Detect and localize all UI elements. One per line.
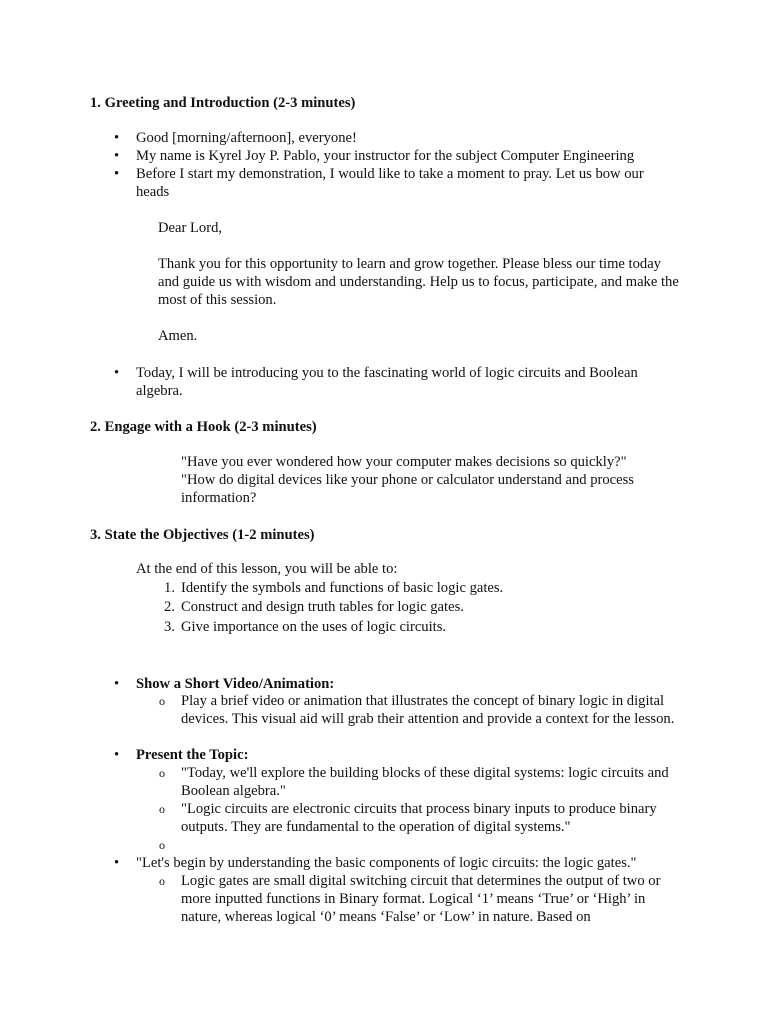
topic-point-2: "Logic circuits are electronic circuits that process binary inputs to produce binary outputs. They are fundamental to the operation of digital systems." bbox=[181, 801, 657, 835]
video-description: Play a brief video or animation that illustrates the concept of binary logic in digital devices. This visual aid will grab their attention and provide a context for the lesson. bbox=[181, 693, 675, 727]
section-heading-objectives: 3. State the Objectives (1-2 minutes) bbox=[90, 527, 315, 543]
section-heading-hook: 2. Engage with a Hook (2-3 minutes) bbox=[90, 419, 317, 435]
objective-number: 1. bbox=[164, 580, 175, 596]
bullet-marker: • bbox=[114, 148, 120, 164]
bullet-prayer-intro: Before I start my demonstration, I would like to take a moment to pray. Let us bow our heads bbox=[136, 166, 644, 200]
hook-question-2: "How do digital devices like your phone or calculator understand and process information? bbox=[181, 472, 634, 506]
bullet-marker: • bbox=[114, 365, 120, 381]
bullet-instructor-name: My name is Kyrel Joy P. Pablo, your instructor for the subject Computer Engineering bbox=[136, 148, 635, 164]
sub-bullet-marker: o bbox=[159, 694, 165, 708]
bullet-greeting: Good [morning/afternoon], everyone! bbox=[136, 130, 357, 146]
section-heading-greeting: 1. Greeting and Introduction (2-3 minutes) bbox=[90, 95, 356, 111]
logic-gates-description: Logic gates are small digital switching circuit that determines the output of two or more inputted functions in Binary format. Logical ‘1’ means ‘True’ or ‘High’ in nature, whereas logical ‘0’ means ‘False’ or ‘Low’ in nature. Based on bbox=[181, 873, 661, 925]
bullet-marker: • bbox=[114, 747, 120, 763]
prayer-body: Thank you for this opportunity to learn and grow together. Please bless our time today and guide us with wisdom and understanding. Help us to focus, participate, and make the most of this session. bbox=[158, 256, 679, 308]
hook-question-1: "Have you ever wondered how your computer makes decisions so quickly?" bbox=[181, 454, 627, 470]
bullet-marker: • bbox=[114, 676, 120, 692]
bullet-marker: • bbox=[114, 130, 120, 146]
video-title: Show a Short Video/Animation: bbox=[136, 676, 335, 692]
prayer-closing: Amen. bbox=[158, 328, 198, 344]
sub-bullet-marker-empty: o bbox=[159, 838, 165, 852]
topic-title: Present the Topic: bbox=[136, 747, 249, 763]
begin-logic-gates: "Let's begin by understanding the basic components of logic circuits: the logic gates." bbox=[136, 855, 637, 871]
sub-bullet-marker: o bbox=[159, 874, 165, 888]
objective-number: 2. bbox=[164, 599, 175, 615]
objectives-intro: At the end of this lesson, you will be able to: bbox=[136, 561, 398, 577]
sub-bullet-marker: o bbox=[159, 802, 165, 816]
topic-point-1: "Today, we'll explore the building blocks of these digital systems: logic circuits and Boolean algebra." bbox=[181, 765, 669, 799]
bullet-topic-intro: Today, I will be introducing you to the fascinating world of logic circuits and Boolean algebra. bbox=[136, 365, 638, 399]
bullet-marker: • bbox=[114, 855, 120, 871]
objective-item: Give importance on the uses of logic circuits. bbox=[181, 619, 447, 635]
bullet-marker: • bbox=[114, 166, 120, 182]
sub-bullet-marker: o bbox=[159, 766, 165, 780]
objective-number: 3. bbox=[164, 619, 175, 635]
objective-item: Identify the symbols and functions of basic logic gates. bbox=[181, 580, 504, 596]
prayer-salutation: Dear Lord, bbox=[158, 220, 223, 236]
objective-item: Construct and design truth tables for logic gates. bbox=[181, 599, 464, 615]
